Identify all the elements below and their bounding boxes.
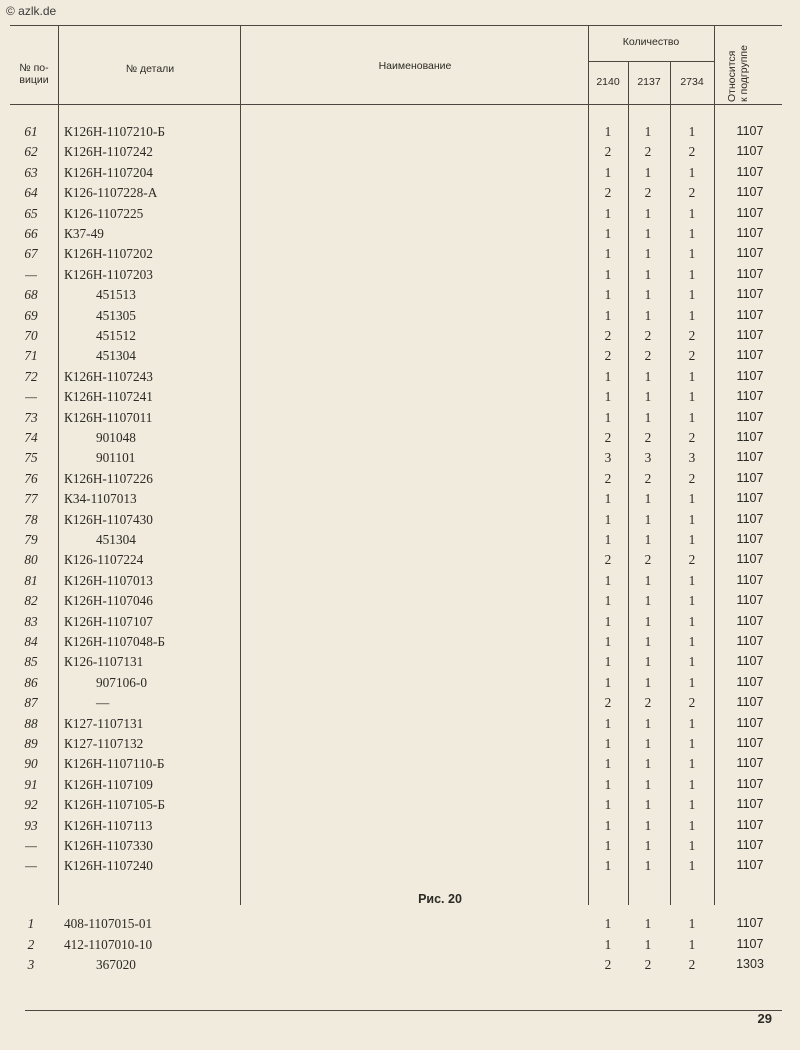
table-row [0,124,800,144]
qty-2140: 2 [604,470,612,486]
qty-2140: 2 [604,552,612,568]
subgroup: 1107 [736,654,764,669]
qty-2140: 1 [604,776,612,792]
qty-2137: 1 [644,817,652,833]
part-number: 451513 [96,287,136,303]
position-number: — [25,266,37,282]
qty-2140: 1 [604,736,612,751]
table-row [0,634,800,654]
position-number: 62 [24,144,38,160]
qty-2140: 1 [604,368,612,384]
subgroup: 1107 [736,736,764,750]
subgroup: 1107 [736,695,764,710]
qty-2137: 1 [644,715,652,731]
qty-2137: 1 [644,164,652,180]
position-number: 72 [24,368,38,384]
part-number: К126-1107131 [64,654,144,670]
subgroup: 1107 [736,348,764,363]
position-number: — [25,389,37,405]
subgroup: 1107 [736,817,764,832]
position-number: 80 [24,552,38,568]
header-subgroup: Относится к подгруппе [726,45,750,102]
position-number: 84 [24,634,38,649]
part-number: К126Н-1107210-Б [64,124,165,139]
qty-2137: 1 [644,124,652,139]
table-row [0,654,800,674]
qty-2140: 1 [604,389,612,405]
qty-2734: 3 [688,450,696,466]
subgroup: 1107 [736,756,764,771]
qty-2734: 1 [688,226,696,241]
part-number: К126-1107228-А [64,185,158,201]
qty-2140: 1 [604,266,612,282]
qty-2734: 1 [688,674,696,690]
qty-2137: 1 [644,307,652,323]
qty-2140: 1 [604,916,612,931]
table-row [0,512,800,532]
subgroup: 1107 [736,266,764,281]
header-part-number: № детали [125,63,175,75]
position-number: 91 [24,776,38,792]
subgroup: 1107 [736,552,764,567]
table-row [0,450,800,470]
qty-2137: 1 [644,491,652,507]
part-number: К126-1107225 [64,205,144,221]
position-number: 68 [24,287,38,303]
header-position: № по- виции [19,62,49,86]
qty-2734: 1 [688,409,696,425]
position-number: 92 [24,797,38,813]
table-row [0,614,800,634]
position-number: 73 [24,409,38,425]
position-number: 74 [24,430,38,445]
figure-label: Рис. 20 [418,892,462,906]
table-row [0,858,800,878]
part-number: К126Н-1107226 [64,470,153,486]
qty-2140: 1 [604,409,612,425]
position-number: 82 [24,593,38,609]
table-row [0,777,800,797]
subgroup: 1107 [736,797,764,812]
subgroup: 1107 [736,593,764,608]
qty-2137: 1 [644,287,652,303]
qty-2734: 1 [688,491,696,507]
table-row [0,267,800,287]
subgroup: 1107 [736,613,764,628]
table-row [0,226,800,246]
table-row [0,308,800,328]
part-number: К126Н-1107243 [64,368,153,384]
table-row [0,756,800,776]
qty-2137: 1 [644,936,652,952]
table-row [0,369,800,389]
qty-2140: 1 [604,593,612,609]
qty-2734: 1 [688,715,696,731]
part-number: К127-1107131 [64,715,144,731]
position-number: 65 [24,205,38,221]
position-number: 85 [24,654,38,670]
part-number: — [96,695,110,711]
qty-2734: 2 [688,695,696,711]
part-number: К127-1107132 [64,736,144,751]
qty-2140: 2 [604,957,612,972]
subgroup: 1107 [736,776,764,791]
position-number: 2 [27,936,35,952]
qty-2140: 1 [604,164,612,180]
qty-2734: 1 [688,593,696,609]
position-number: 87 [24,695,38,711]
subgroup: 1107 [736,634,764,648]
qty-2140: 1 [604,817,612,833]
table-row [0,348,800,368]
qty-2734: 1 [688,511,696,527]
table-bottom-border [25,1010,782,1011]
qty-2137: 2 [644,470,652,486]
qty-2140: 1 [604,572,612,588]
table-row [0,491,800,511]
qty-2734: 1 [688,307,696,323]
part-number: К126Н-1107105-Б [64,797,165,813]
qty-2734: 1 [688,368,696,384]
qty-2140: 1 [604,797,612,813]
qty-2137: 2 [644,695,652,711]
qty-2140: 1 [604,532,612,547]
qty-2734: 1 [688,736,696,751]
qty-2734: 1 [688,858,696,874]
table-row [0,165,800,185]
qty-2140: 1 [604,936,612,952]
subgroup: 1107 [736,532,764,546]
position-number: 67 [24,246,38,262]
position-number: 1 [27,916,35,931]
subgroup: 1107 [736,164,764,179]
position-number: 89 [24,736,38,751]
qty-2140: 1 [604,205,612,221]
part-number: К126Н-1107013 [64,572,153,588]
header-model-2137: 2137 [637,76,661,88]
table-row [0,430,800,450]
position-number: 83 [24,613,38,629]
table-row [0,593,800,613]
part-number: К126Н-1107011 [64,409,153,425]
qty-2137: 1 [644,736,652,751]
part-number: 901101 [96,450,136,466]
table-row [0,818,800,838]
qty-2734: 2 [688,430,696,445]
qty-2734: 1 [688,572,696,588]
subgroup: 1107 [736,328,764,342]
qty-2140: 1 [604,756,612,772]
qty-2140: 1 [604,838,612,853]
header-model-2140: 2140 [596,76,620,88]
part-number: К126Н-1107204 [64,164,153,180]
qty-2137: 1 [644,226,652,241]
qty-2734: 1 [688,124,696,139]
qty-2140: 1 [604,491,612,507]
part-number: 451304 [96,532,136,547]
part-number: 901048 [96,430,136,445]
position-number: 70 [24,328,38,343]
table-row [0,389,800,409]
qty-2734: 1 [688,756,696,772]
position-number: 64 [24,185,38,201]
qty-2137: 2 [644,552,652,568]
table-row [0,675,800,695]
table-top-border [10,25,782,26]
qty-2140: 1 [604,674,612,690]
part-number: 412-1107010-10 [64,936,153,952]
part-number: 451512 [96,328,136,343]
subgroup: 1107 [736,409,764,424]
subgroup: 1107 [736,307,764,322]
position-number: 79 [24,532,38,547]
qty-2137: 2 [644,328,652,343]
part-number: К126Н-1107109 [64,776,153,792]
subgroup: 1107 [736,470,764,485]
part-number: К126Н-1107330 [64,838,153,853]
table-row [0,471,800,491]
qty-2137: 2 [644,348,652,364]
table-row [0,797,800,817]
qty-2140: 1 [604,858,612,874]
position-number: 78 [24,511,38,527]
subgroup: 1107 [736,185,764,200]
subgroup: 1107 [736,858,764,873]
header-name: Наименование [378,60,452,72]
table-row [0,287,800,307]
qty-2734: 1 [688,205,696,221]
table-row [0,937,800,957]
qty-2734: 1 [688,532,696,547]
part-number: К126Н-1107241 [64,389,153,405]
position-number: 77 [24,491,38,507]
qty-2137: 1 [644,756,652,772]
qty-2137: 1 [644,613,652,629]
part-number: К126Н-1107242 [64,144,153,160]
part-number: К126Н-1107430 [64,511,153,527]
position-number: — [25,838,37,853]
subgroup: 1107 [736,287,764,302]
position-number: 93 [24,817,38,833]
position-number: 3 [27,957,35,972]
part-number: 907106-0 [96,674,147,690]
subgroup: 1107 [736,674,764,689]
table-row [0,695,800,715]
subgroup: 1107 [736,246,764,261]
qty-2734: 2 [688,470,696,486]
qty-2140: 1 [604,307,612,323]
position-number: 71 [24,348,38,364]
subgroup: 1107 [736,368,764,383]
qty-2734: 1 [688,634,696,649]
part-number: К126Н-1107240 [64,858,153,874]
qty-2137: 2 [644,957,652,972]
subgroup: 1107 [736,226,764,240]
subgroup: 1107 [736,491,764,506]
qty-2734: 2 [688,185,696,201]
table-row [0,573,800,593]
qty-2734: 1 [688,776,696,792]
part-number: 367020 [96,957,136,972]
position-number: — [25,858,37,874]
qty-2137: 1 [644,368,652,384]
part-number: К126-1107224 [64,552,144,568]
qty-2137: 1 [644,634,652,649]
qty-2137: 1 [644,916,652,931]
subgroup: 1107 [736,389,764,404]
qty-2140: 1 [604,613,612,629]
qty-2734: 2 [688,328,696,343]
qty-2140: 2 [604,348,612,364]
table-row [0,185,800,205]
subgroup: 1107 [736,144,764,159]
qty-2734: 2 [688,552,696,568]
qty-2137: 1 [644,674,652,690]
part-number: 451304 [96,348,136,364]
qty-2734: 1 [688,287,696,303]
qty-2140: 1 [604,715,612,731]
qty-2734: 2 [688,348,696,364]
qty-2140: 1 [604,226,612,241]
table-row [0,736,800,756]
part-number: К37-49 [64,226,104,241]
header-model-2734: 2734 [680,76,704,88]
qty-2137: 1 [644,205,652,221]
qty-2137: 1 [644,246,652,262]
table-row [0,206,800,226]
qty-2137: 1 [644,593,652,609]
position-number: 63 [24,164,38,180]
position-number: 75 [24,450,38,466]
position-number: 76 [24,470,38,486]
qty-2140: 3 [604,450,612,466]
qty-2734: 1 [688,613,696,629]
qty-2140: 1 [604,634,612,649]
part-number: К126Н-1107202 [64,246,153,262]
qty-2734: 1 [688,838,696,853]
table-row [0,328,800,348]
quantity-sub-border [588,61,714,62]
qty-2140: 1 [604,511,612,527]
qty-2140: 1 [604,246,612,262]
table-row [0,552,800,572]
table-row [0,532,800,552]
qty-2137: 1 [644,654,652,670]
qty-2734: 1 [688,266,696,282]
qty-2734: 2 [688,957,696,972]
table-row [0,716,800,736]
position-number: 88 [24,715,38,731]
header-quantity: Количество [622,36,680,48]
watermark: © azlk.de [6,4,57,18]
subgroup: 1107 [736,450,764,465]
qty-2140: 1 [604,124,612,139]
qty-2734: 1 [688,797,696,813]
qty-2137: 1 [644,858,652,874]
qty-2137: 1 [644,389,652,405]
part-number: К126Н-1107110-Б [64,756,165,772]
subgroup: 1107 [736,916,764,930]
qty-2137: 1 [644,511,652,527]
position-number: 66 [24,226,38,241]
qty-2137: 1 [644,572,652,588]
qty-2137: 2 [644,430,652,445]
qty-2137: 1 [644,797,652,813]
qty-2137: 2 [644,185,652,201]
position-number: 90 [24,756,38,772]
header-bottom-border [10,104,782,105]
table-row [0,838,800,858]
qty-2140: 1 [604,654,612,670]
subgroup: 1107 [736,205,764,220]
table-row [0,246,800,266]
subgroup: 1107 [736,715,764,730]
qty-2140: 1 [604,287,612,303]
part-number: 408-1107015-01 [64,916,153,931]
position-number: 69 [24,307,38,323]
part-number: К126Н-1107107 [64,613,153,629]
qty-2137: 1 [644,266,652,282]
qty-2734: 1 [688,817,696,833]
qty-2734: 1 [688,164,696,180]
qty-2734: 1 [688,246,696,262]
table-row [0,410,800,430]
part-number: К126Н-1107046 [64,593,153,609]
table-row [0,144,800,164]
part-number: К126Н-1107113 [64,817,153,833]
subgroup: 1107 [736,511,764,526]
qty-2137: 1 [644,838,652,853]
table-row [0,957,800,977]
page-number: 29 [757,1011,772,1026]
position-number: 81 [24,572,38,588]
qty-2734: 1 [688,916,696,931]
qty-2734: 2 [688,144,696,160]
part-number: К126Н-1107203 [64,266,153,282]
position-number: 86 [24,674,38,690]
qty-2140: 2 [604,695,612,711]
qty-2734: 1 [688,936,696,952]
subgroup: 1107 [736,936,764,951]
subgroup: 1303 [736,957,764,971]
qty-2734: 1 [688,654,696,670]
part-number: К34-1107013 [64,491,137,507]
subgroup: 1107 [736,124,764,138]
qty-2137: 2 [644,144,652,160]
subgroup: 1107 [736,430,764,444]
qty-2734: 1 [688,389,696,405]
qty-2140: 2 [604,328,612,343]
qty-2140: 2 [604,185,612,201]
qty-2140: 2 [604,144,612,160]
qty-2140: 2 [604,430,612,445]
table-row [0,916,800,936]
subgroup: 1107 [736,572,764,587]
part-number: 451305 [96,307,136,323]
qty-2137: 3 [644,450,652,466]
position-number: 61 [24,124,38,139]
qty-2137: 1 [644,409,652,425]
part-number: К126Н-1107048-Б [64,634,165,649]
qty-2137: 1 [644,776,652,792]
qty-2137: 1 [644,532,652,547]
subgroup: 1107 [736,838,764,852]
